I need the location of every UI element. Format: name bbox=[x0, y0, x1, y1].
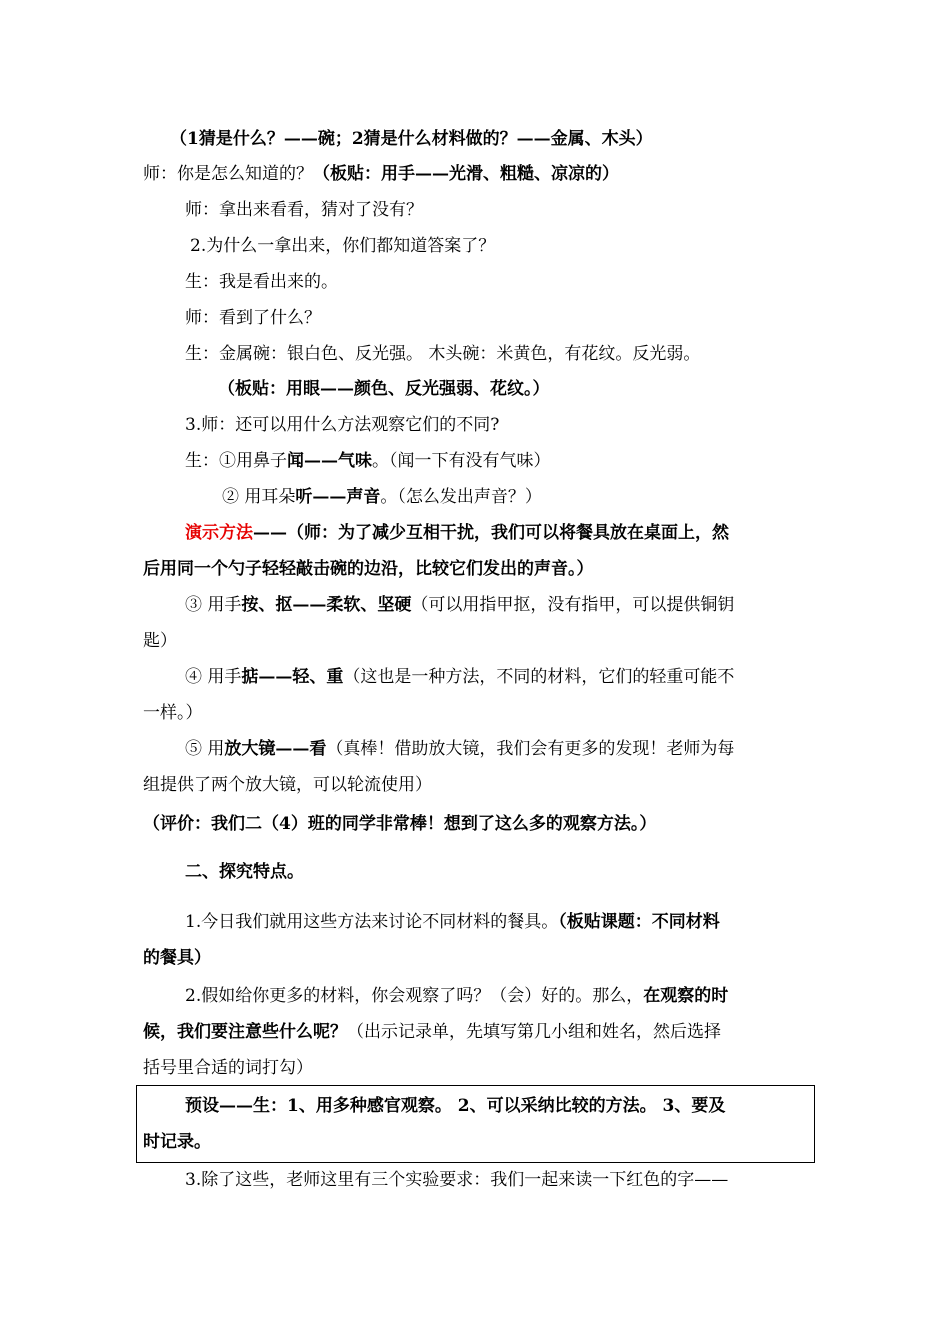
board-eye-line: （板贴：用眼——颜色、反光强弱、花纹。） bbox=[218, 379, 550, 399]
step-3-line: 3.除了这些，老师这里有三个实验要求：我们一起来读一下红色的字—— bbox=[185, 1170, 729, 1190]
magnifier-line-2: 组提供了两个放大镜，可以轮流使用） bbox=[143, 775, 432, 795]
step-2-line-3: 括号里合适的词打勾） bbox=[143, 1058, 313, 1078]
section-heading: 二、探究特点。 bbox=[185, 862, 304, 882]
ear-line: ② 用耳朵听——声音。（怎么发出声音？） bbox=[222, 487, 542, 507]
press-line-2: 匙） bbox=[143, 631, 177, 651]
magnifier-line: ⑤ 用放大镜——看（真棒！借助放大镜，我们会有更多的发现！老师为每 bbox=[185, 739, 735, 759]
weigh-line: ④ 用手掂——轻、重（这也是一种方法，不同的材料，它们的轻重可能不 bbox=[185, 667, 735, 687]
demo-method-line-2: 后用同一个勺子轻轻敲击碗的边沿，比较它们发出的声音。） bbox=[143, 559, 594, 579]
step-1-line-2: 的餐具） bbox=[143, 948, 211, 968]
guess-line: （1猜是什么？——碗；2猜是什么材料做的？——金属、木头） bbox=[170, 129, 653, 149]
teacher-what-see-line: 师：看到了什么？ bbox=[185, 308, 321, 328]
question-2-line: 2.为什么一拿出来，你们都知道答案了？ bbox=[190, 236, 496, 256]
evaluation-line: （评价：我们二（4）班的同学非常棒！想到了这么多的观察方法。） bbox=[143, 814, 657, 834]
nose-line: 生：①用鼻子闻——气味。（闻一下有没有气味） bbox=[185, 451, 551, 471]
student-see-line: 生：我是看出来的。 bbox=[185, 272, 338, 292]
step-2-line-2: 候，我们要注意些什么呢？（出示记录单，先填写第几小组和姓名，然后选择 bbox=[143, 1022, 721, 1042]
question-3-line: 3.师：还可以用什么方法观察它们的不同? bbox=[185, 415, 500, 435]
preset-line-2: 时记录。 bbox=[143, 1132, 211, 1152]
step-2-line: 2.假如给你更多的材料，你会观察了吗？（会）好的。那么，在观察的时 bbox=[185, 986, 729, 1006]
teacher-how-know-line: 师：你是怎么知道的？（板贴：用手——光滑、粗糙、凉凉的） bbox=[143, 164, 619, 184]
demo-method-line: 演示方法——（师：为了减少互相干扰，我们可以将餐具放在桌面上，然 bbox=[185, 523, 729, 543]
student-bowl-compare-line: 生：金属碗：银白色、反光强。 木头碗：米黄色，有花纹。反光弱。 bbox=[185, 344, 701, 364]
preset-line: 预设——生：1、用多种感官观察。 2、可以采纳比较的方法。 3、要及 bbox=[185, 1096, 726, 1116]
step-1-line: 1.今日我们就用这些方法来讨论不同材料的餐具。（板贴课题：不同材料 bbox=[185, 912, 720, 932]
teacher-take-out-line: 师：拿出来看看，猜对了没有？ bbox=[185, 200, 423, 220]
press-line: ③ 用手按、抠——柔软、坚硬（可以用指甲抠，没有指甲，可以提供铜钥 bbox=[185, 595, 735, 615]
weigh-line-2: 一样。） bbox=[143, 703, 203, 723]
